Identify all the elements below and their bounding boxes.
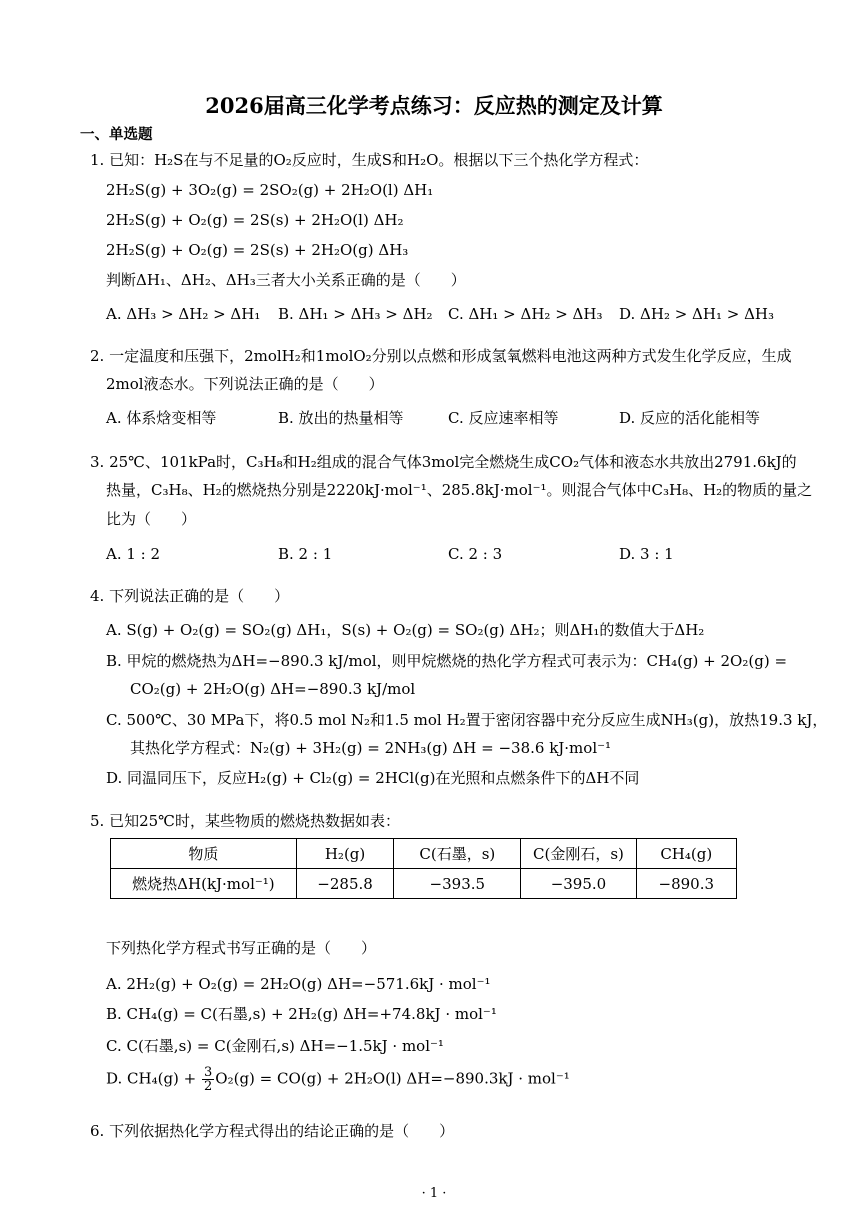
q2-option-a[interactable]: A. 体系焓变相等 [106,409,217,427]
q1-equation-1: 2H₂S(g) + 3O₂(g) = 2SO₂(g) + 2H₂O(l) ΔH₁ [106,181,434,199]
table-cell: −285.8 [296,869,393,899]
q2-option-b[interactable]: B. 放出的热量相等 [278,409,404,427]
q5-option-d-suffix: O₂(g) = CO(g) + 2H₂O(l) ΔH=−890.3kJ · mol⁻¹ [215,1069,570,1088]
q4-option-d[interactable]: D. 同温同压下，反应H₂(g) + Cl₂(g) = 2HCl(g)在光照和点燃条件下的ΔH不同 [106,769,640,787]
fraction-denominator: 2 [204,1079,213,1094]
q5-question: 下列热化学方程式书写正确的是（ ） [106,939,377,957]
q4-option-a[interactable]: A. S(g) + O₂(g) = SO₂(g) ΔH₁，S(s) + O₂(g) = SO₂(g) ΔH₂；则ΔH₁的数值大于ΔH₂ [106,621,705,639]
q4-option-b-line-2: CO₂(g) + 2H₂O(g) ΔH=−890.3 kJ/mol [130,680,416,698]
q2-stem-line-2: 2mol液态水。下列说法正确的是（ ） [106,375,384,393]
q2-option-d[interactable]: D. 反应的活化能相等 [619,409,761,427]
q5-option-d[interactable] [106,1066,570,1093]
q5-option-b[interactable]: B. CH₄(g) = C(石墨,s) + 2H₂(g) ΔH=+74.8kJ · mol⁻¹ [106,1005,497,1023]
q2-stem-line-1: 2. 一定温度和压强下，2molH₂和1molO₂分别以点燃和形成氢氧燃料电池这两种方式发生化学反应，生成 [90,347,792,365]
q2-option-c[interactable]: C. 反应速率相等 [448,409,559,427]
table-header-cell: C(金刚石，s) [521,839,636,869]
table-cell: −890.3 [636,869,736,899]
table-row [111,869,737,899]
q3-option-b[interactable]: B. 2 : 1 [278,545,333,563]
q4-option-b-line-1[interactable]: B. 甲烷的燃烧热为ΔH=−890.3 kJ/mol，则甲烷燃烧的热化学方程式可表示为：CH₄(g) + 2O₂(g) = [106,652,788,670]
q1-question: 判断ΔH₁、ΔH₂、ΔH₃三者大小关系正确的是（ ） [106,271,466,289]
q3-stem-line-2: 热量，C₃H₈、H₂的燃烧热分别是2220kJ·mol⁻¹、285.8kJ·mol⁻¹。则混合气体中C₃H₈、H₂的物质的量之 [106,481,813,499]
fraction-three-halves [202,1066,214,1093]
section-heading: 一、单选题 [80,126,153,143]
table-cell: 燃烧热ΔH(kJ·mol⁻¹) [111,869,297,899]
table-cell: −393.5 [394,869,521,899]
q1-option-d[interactable]: D. ΔH₂ > ΔH₁ > ΔH₃ [619,305,775,323]
q3-stem-line-1: 3. 25℃、101kPa时，C₃H₈和H₂组成的混合气体3mol完全燃烧生成CO₂气体和液态水共放出2791.6kJ的 [90,453,797,471]
fraction-numerator: 3 [204,1065,213,1080]
combustion-heat-table [110,838,737,899]
table-header-cell: C(石墨，s) [394,839,521,869]
q5-option-a[interactable]: A. 2H₂(g) + O₂(g) = 2H₂O(g) ΔH=−571.6kJ · mol⁻¹ [106,975,491,993]
q1-equation-2: 2H₂S(g) + O₂(g) = 2S(s) + 2H₂O(l) ΔH₂ [106,211,404,229]
q3-stem-line-3: 比为（ ） [106,510,197,528]
table-header-cell: CH₄(g) [636,839,736,869]
q1-option-a[interactable]: A. ΔH₃ > ΔH₂ > ΔH₁ [106,305,261,323]
q1-stem: 1. 已知：H₂S在与不足量的O₂反应时，生成S和H₂O。根据以下三个热化学方程式： [90,151,649,169]
q5-stem: 5. 已知25℃时，某些物质的燃烧热数据如表： [90,812,400,830]
q3-option-c[interactable]: C. 2 : 3 [448,545,503,563]
table-header-cell: H₂(g) [296,839,393,869]
q3-option-d[interactable]: D. 3 : 1 [619,545,674,563]
q1-option-c[interactable]: C. ΔH₁ > ΔH₂ > ΔH₃ [448,305,603,323]
q1-equation-3: 2H₂S(g) + O₂(g) = 2S(s) + 2H₂O(g) ΔH₃ [106,241,409,259]
table-header-cell: 物质 [111,839,297,869]
page-number: · 1 · [421,1186,447,1201]
table-cell: −395.0 [521,869,636,899]
q1-option-b[interactable]: B. ΔH₁ > ΔH₃ > ΔH₂ [278,305,433,323]
q5-option-c[interactable]: C. C(石墨,s) = C(金刚石,s) ΔH=−1.5kJ · mol⁻¹ [106,1037,444,1055]
q5-option-d-prefix: D. CH₄(g) + [106,1069,202,1088]
q4-option-c-line-1[interactable]: C. 500℃、30 MPa下，将0.5 mol N₂和1.5 mol H₂置于密闭容器中充分反应生成NH₃(g)，放热19.3 kJ， [106,711,828,729]
page-title: 2026届高三化学考点练习：反应热的测定及计算 [205,93,663,118]
q3-option-a[interactable]: A. 1 : 2 [106,545,161,563]
table-header-row [111,839,737,869]
q4-option-c-line-2: 其热化学方程式：N₂(g) + 3H₂(g) = 2NH₃(g) ΔH = −38.6 kJ·mol⁻¹ [130,739,612,757]
q6-stem: 6. 下列依据热化学方程式得出的结论正确的是（ ） [90,1122,455,1140]
q4-stem: 4. 下列说法正确的是（ ） [90,587,290,605]
